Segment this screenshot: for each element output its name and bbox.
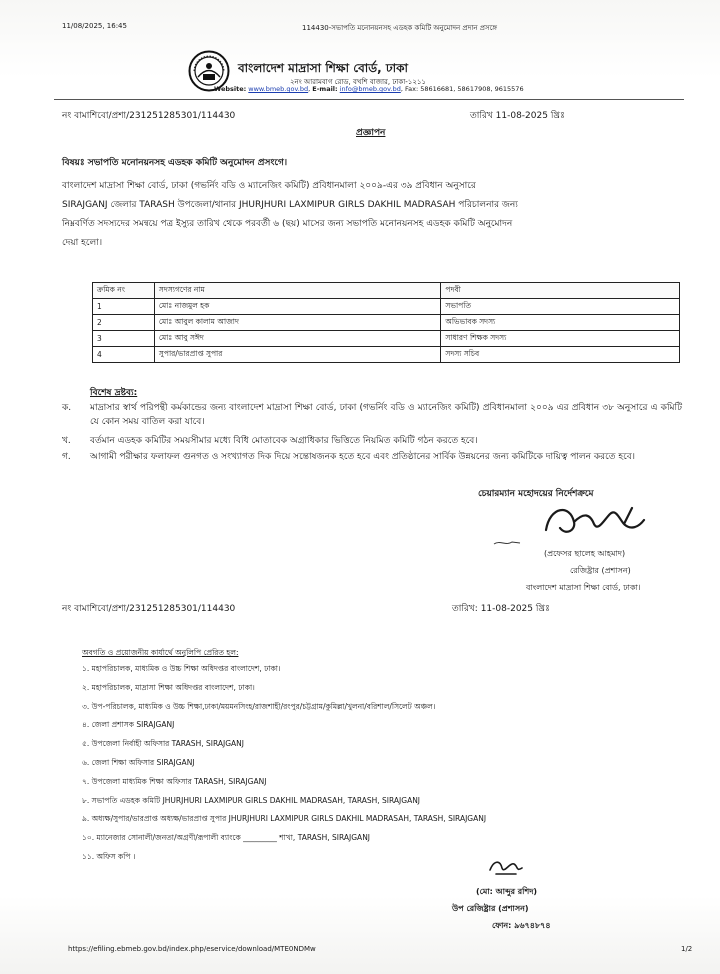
- memo-body-line-2: SIRAJGANJ জেলার TARASH উপজেলা/থানার JHURJHURI LAXMIPUR GIRLS DAKHIL MADRASAH পরিচালনার জন্য: [62, 200, 518, 210]
- print-datetime: 11/08/2025, 16:45: [62, 22, 127, 30]
- memo-date: তারিখ 11-08-2025 খ্রিঃ: [470, 111, 565, 121]
- page-number: 1/2: [681, 945, 693, 953]
- signatory2-phone: ফোন: ৯৬৭৪৮৭৪: [492, 921, 551, 930]
- members-table: [92, 282, 680, 363]
- note-item-kha: [62, 435, 682, 449]
- cell-serial: 1: [93, 299, 155, 315]
- table-header-row: [93, 283, 680, 299]
- list-item: ১. মহাপরিচালক, মাধ্যমিক ও উচ্চ শিক্ষা অধিদপ্তর বাংলাদেশ, ঢাকা।: [82, 664, 281, 673]
- list-item: ৫. উপজেলা নির্বাহী অফিসার TARASH, SIRAJGANJ: [82, 739, 244, 749]
- signatory2-designation: উপ রেজিষ্ট্রার (প্রশাসন): [452, 904, 529, 913]
- memo-body-line-3: নিম্নবর্ণিত সদস্যদের সমন্বয়ে পত্র ইস্যুর তারিখ থেকে পরবর্তী ৬ (ছয়) মাসের জন্য সভাপতি মনোনয়নসহ এডহক কমিটি অনুমোদন: [62, 219, 513, 229]
- website-label: Website:: [214, 85, 247, 93]
- website-link[interactable]: www.bmeb.gov.bd: [248, 85, 309, 93]
- registrar-signature: [540, 500, 650, 544]
- list-item: ১১. অফিস কপি ।: [82, 851, 136, 861]
- header-rule: [54, 99, 684, 100]
- col-header-designation: পদবী: [441, 283, 680, 299]
- distribution-list: [82, 664, 486, 871]
- table-row: [93, 315, 680, 331]
- note-text: বর্তমান এডহক কমিটির সময়সীমার মধ্যে বিধি মোতাবেক অগ্রাধিকার ভিত্তিতে নিয়মিত কমিটি গঠন করতে হবে।: [90, 436, 478, 446]
- memo2-date: তারিখ: 11-08-2025 খ্রিঃ: [452, 604, 550, 614]
- list-item: ৬. জেলা শিক্ষা অফিসার SIRAJGANJ: [82, 757, 195, 767]
- signatory2-name: (মো: আব্দুর রশিদ): [476, 887, 538, 896]
- signatory1-office: বাংলাদেশ মাদ্রাসা শিক্ষা বোর্ড, ঢাকা।: [526, 583, 641, 592]
- table-row: [93, 347, 680, 363]
- email-link[interactable]: info@bmeb.gov.bd: [339, 85, 401, 93]
- list-item: ৭. উপজেলা মাধ্যমিক শিক্ষা অফিসার TARASH, SIRAJGANJ: [82, 776, 267, 786]
- table-row: [93, 299, 680, 315]
- list-item: ৩. উপ-পরিচালক, মাধ্যমিক ও উচ্চ শিক্ষা,ঢাকা/ময়মনসিংহ/রাজশাহী/রংপুর/চট্টগ্রাম/কুমিল্লা/খুলনা/বরিশাল/সিলেট অঞ্চল।: [82, 701, 436, 711]
- list-item: ৪. জেলা প্রশাসক SIRAJGANJ: [82, 720, 175, 730]
- col-header-name: সদস্যগণের নাম: [154, 283, 440, 299]
- cell-member-name: মোঃ আবুল কালাম আজাদ: [154, 315, 440, 331]
- col-header-serial: ক্রমিক নং: [93, 283, 155, 299]
- cell-serial: 3: [93, 331, 155, 347]
- note-marker: ক.: [62, 403, 72, 413]
- list-item: ৮. সভাপতি এডহক কমিটি JHURJHURI LAXMIPUR GIRLS DAKHIL MADRASAH, TARASH, SIRAJGANJ: [82, 795, 421, 805]
- signatory1-designation: রেজিষ্ট্রার (প্রশাসন): [570, 566, 631, 575]
- list-item: ৯. অধ্যক্ষ/সুপার/ভারপ্রাপ্ত অধ্যক্ষ/ভারপ্রাপ্ত সুপার JHURJHURI LAXMIPUR GIRLS DAKHIL MADRASAH, TARASH, SIRAJGANJ: [82, 814, 487, 824]
- note-item-ka: [62, 402, 682, 430]
- memo2-ref-no: নং বামাশিবো/প্রশা/231251285301/114430: [62, 604, 236, 614]
- list-item: ১০. ম্যানেজার সোনালী/জনতা/অগ্রণী/রূপালী ব্যাংকে _________ শাখা, TARASH, SIRAJGANJ: [82, 833, 371, 843]
- footer-url[interactable]: https://efiling.ebmeb.gov.bd/index.php/eservice/download/MTE0NDMw: [68, 945, 316, 953]
- table-row: [93, 331, 680, 347]
- cell-member-name: মোঃ আবু সঈদ: [154, 331, 440, 347]
- order-line: চেয়ারম্যান মহোদয়ের নির্দেশক্রমে: [478, 489, 594, 499]
- memo-body-line-1: বাংলাদেশ মাদ্রাসা শিক্ষা বোর্ড, ঢাকা (গভর্নিং বডি ও ম্যানেজিং কমিটি) প্রবিধানমালা ২০০৯-এর ৩৯ প্রবিধান অনুসারে: [62, 181, 476, 191]
- fax-numbers: Fax: 58616681, 58617908, 9615576: [404, 85, 524, 93]
- memo-subject: বিষয়ঃ সভাপতি মনোনয়নসহ এডহক কমিটি অনুমোদন প্রসংগে।: [62, 158, 288, 168]
- signatory1-name: (প্রফেসর ছালেহ আহমাদ): [544, 549, 626, 558]
- contact-line: Website: www.bmeb.gov.bd, E-mail: info@bmeb.gov.bd, Fax: 58616681, 58617908, 9615576: [214, 85, 524, 93]
- board-address: ২নং আরামবাগ রোড, বখশি বাজার, ঢাকা-১২১১: [290, 78, 426, 86]
- cell-serial: 4: [93, 347, 155, 363]
- note-item-ga: [62, 451, 682, 465]
- note-text: আগামী পরীক্ষার ফলাফল গুনগত ও সংখ্যাগত দিক দিয়ে সন্তোষজনক হতে হবে এবং প্রতিষ্ঠানের সার্বিক উন্নয়নের জন্য কমিটিকে দায়িত্ব পালন করতে হবে।: [90, 452, 635, 462]
- cell-designation: অভিভাবক সদস্য: [441, 315, 680, 331]
- memo-heading: প্রজ্ঞাপন: [356, 128, 386, 138]
- note-marker: খ.: [62, 436, 71, 446]
- deputy-registrar-signature: [486, 856, 526, 878]
- note-text: মাদ্রাসার স্বার্থ পরিপন্থী কর্মকান্ডের জন্য বাংলাদেশ মাদ্রাসা শিক্ষা বোর্ড, ঢাকা (গভর্নিং বডি ও ম্যানেজিং কমিটি) প্রবিধানমালা ২০০৯ এর প্রবিধান ৩৮ অনুসারে এ কমিটি যে কোন সময় বাতিল করা যাবে।: [90, 403, 682, 427]
- cell-designation: সাধারণ শিক্ষক সদস্য: [441, 331, 680, 347]
- cell-member-name: মোঃ নাজমুল হক: [154, 299, 440, 315]
- email-label: E-mail:: [312, 85, 338, 93]
- note-marker: গ.: [62, 452, 71, 462]
- list-item: ২. মহাপরিচালক, মাদ্রাসা শিক্ষা অধিদপ্তর বাংলাদেশ, ঢাকা।: [82, 682, 255, 692]
- cell-serial: 2: [93, 315, 155, 331]
- board-name: বাংলাদেশ মাদ্রাসা শিক্ষা বোর্ড, ঢাকা: [238, 61, 408, 75]
- print-title: 114430-সভাপতি মনোনয়নসহ এডহক কমিটি অনুমোদন প্রদান প্রসঙ্গে: [302, 24, 498, 32]
- initial-mark: [492, 538, 522, 548]
- cell-designation: সদস্য সচিব: [441, 347, 680, 363]
- memo-body-line-4: দেয়া হলো।: [62, 238, 103, 248]
- cell-member-name: সুপার/ভারপ্রাপ্ত সুপার: [154, 347, 440, 363]
- notes-heading: বিশেষ দ্রষ্টব্য:: [90, 388, 138, 398]
- cell-designation: সভাপতি: [441, 299, 680, 315]
- memo-ref-no: নং বামাশিবো/প্রশা/231251285301/114430: [62, 111, 236, 121]
- distribution-heading: অবগতি ও প্রয়োজনীয় কার্যার্থে অনুলিপি প্রেরিত হল:: [82, 648, 239, 657]
